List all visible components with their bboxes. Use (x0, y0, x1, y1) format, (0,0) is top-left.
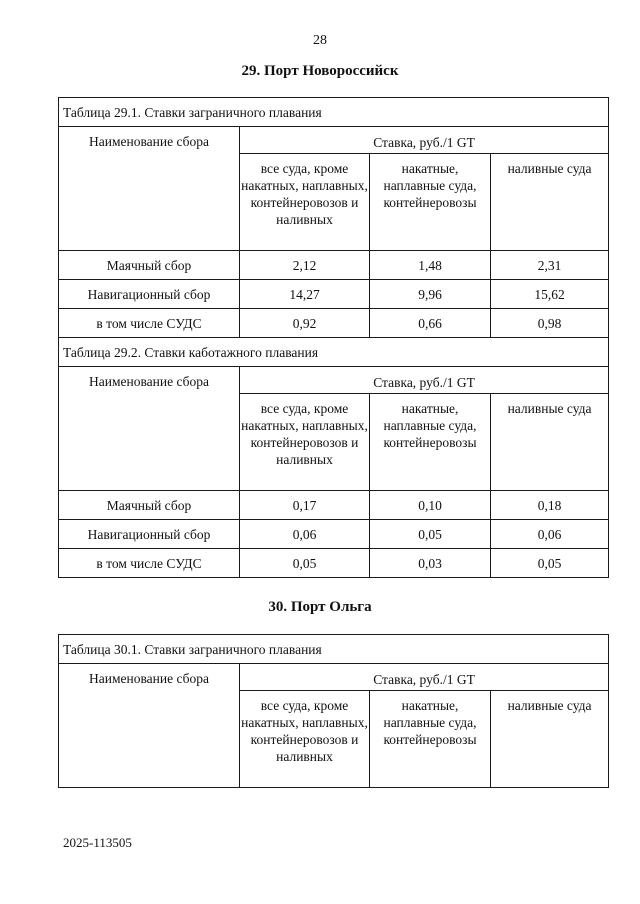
subheader-tankers: наливные суда (491, 154, 609, 251)
rates-table-novorossiysk (58, 97, 609, 578)
subheader-general-vessels: все суда, кроме накатных, наплавных, контейнеровозов и наливных (240, 691, 370, 788)
row-value: 14,27 (240, 280, 370, 309)
table-row (59, 309, 609, 338)
column-header-rate: Ставка, руб./1 GT (240, 127, 609, 154)
row-fee-name: Маячный сбор (59, 251, 240, 280)
row-value: 0,18 (491, 491, 609, 520)
row-value: 0,66 (370, 309, 491, 338)
subheader-general-vessels: все суда, кроме накатных, наплавных, контейнеровозов и наливных (240, 394, 370, 491)
column-header-rate: Ставка, руб./1 GT (240, 367, 609, 394)
row-value: 9,96 (370, 280, 491, 309)
subheader-tankers: наливные суда (491, 394, 609, 491)
subheader-general-vessels: все суда, кроме накатных, наплавных, контейнеровозов и наливных (240, 154, 370, 251)
table-caption: Таблица 30.1. Ставки заграничного плавания (59, 635, 609, 664)
row-value: 0,17 (240, 491, 370, 520)
subheader-tankers: наливные суда (491, 691, 609, 788)
row-fee-name: Маячный сбор (59, 491, 240, 520)
table-row (59, 520, 609, 549)
table-row (59, 549, 609, 578)
row-value: 0,10 (370, 491, 491, 520)
subheader-roro-container: накатные, наплавные суда, контейнеровозы (370, 154, 491, 251)
row-value: 1,48 (370, 251, 491, 280)
section-title-novorossiysk: 29. Порт Новороссийск (241, 63, 399, 79)
document-code: 2025-113505 (63, 835, 132, 850)
row-value: 2,31 (491, 251, 609, 280)
column-header-rate: Ставка, руб./1 GT (240, 664, 609, 691)
row-value: 0,05 (370, 520, 491, 549)
table-caption: Таблица 29.2. Ставки каботажного плавания (59, 338, 609, 367)
row-fee-name: в том числе СУДС (59, 549, 240, 578)
column-header-fee-name: Наименование сбора (59, 664, 240, 788)
row-fee-name: Навигационный сбор (59, 280, 240, 309)
row-value: 0,06 (240, 520, 370, 549)
section-title-olga: 30. Порт Ольга (268, 599, 372, 615)
row-fee-name: в том числе СУДС (59, 309, 240, 338)
row-value: 0,05 (240, 549, 370, 578)
row-value: 0,92 (240, 309, 370, 338)
table-row (59, 280, 609, 309)
row-fee-name: Навигационный сбор (59, 520, 240, 549)
table-row (59, 491, 609, 520)
row-value: 0,98 (491, 309, 609, 338)
subheader-roro-container: накатные, наплавные суда, контейнеровозы (370, 394, 491, 491)
column-header-fee-name: Наименование сбора (59, 367, 240, 491)
row-value: 0,05 (491, 549, 609, 578)
row-value: 0,06 (491, 520, 609, 549)
row-value: 2,12 (240, 251, 370, 280)
table-row (59, 251, 609, 280)
row-value: 0,03 (370, 549, 491, 578)
subheader-roro-container: накатные, наплавные суда, контейнеровозы (370, 691, 491, 788)
page-number: 28 (313, 33, 327, 48)
row-value: 15,62 (491, 280, 609, 309)
table-caption: Таблица 29.1. Ставки заграничного плавания (59, 98, 609, 127)
rates-table-olga (58, 634, 609, 788)
column-header-fee-name: Наименование сбора (59, 127, 240, 251)
